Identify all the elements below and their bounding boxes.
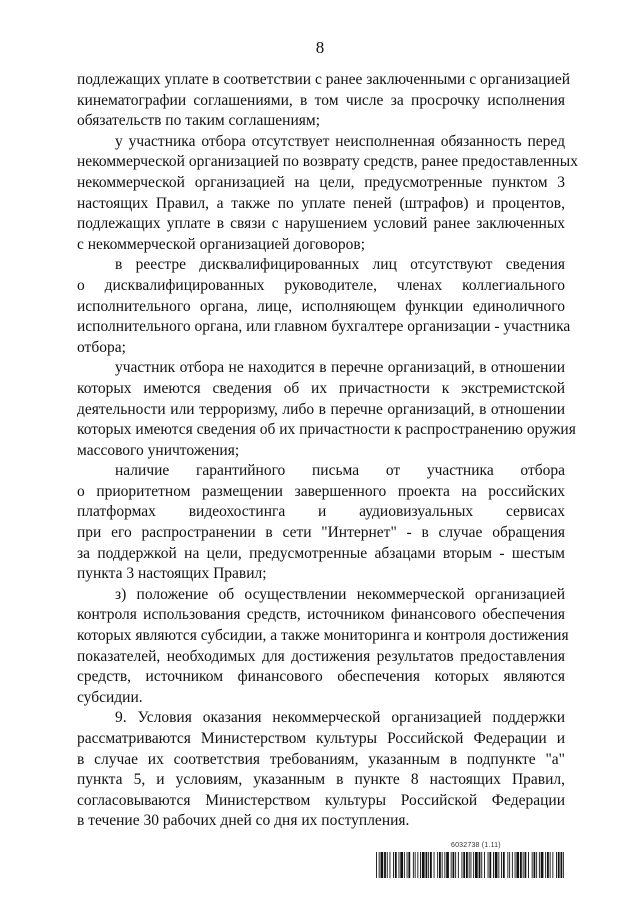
paragraph-line: у участника отбора отсутствует неисполненная обязанность перед: [115, 132, 565, 150]
paragraph-line: некоммерческой организацией на цели, предусмотренные пунктом 3: [77, 173, 565, 191]
paragraph: [77, 255, 571, 358]
paragraph-line: кинематографии соглашениями, в том числе за просрочку исполнения: [77, 91, 565, 109]
paragraph-line: 9. Условия оказания некоммерческой организацией поддержки: [115, 709, 565, 727]
paragraph-line: настоящих Правил, а также по уплате пеней (штрафов) и процентов,: [77, 194, 565, 212]
paragraph-line: деятельности или терроризму, либо в перечне организаций, в отношении: [77, 400, 565, 418]
paragraph-line: подлежащих уплате в соответствии с ранее заключенными с организацией: [77, 71, 571, 88]
paragraph-line: о приоритетном размещении завершенного проекта на российских: [77, 482, 565, 500]
paragraph: [77, 358, 576, 461]
paragraph-line: исполнительного органа, или главном бухгалтере организации - участника: [77, 318, 571, 336]
paragraph-line: пункта 5, и условиям, указанным в пункте 8 настоящих Правил,: [77, 771, 565, 789]
paragraph-line: наличие гарантийного письма от участника отбора: [115, 462, 565, 480]
paragraph-line: при его распространении в сети "Интернет" - в случае обращения: [77, 524, 565, 542]
paragraph-line: платформах видеохостинга и аудиовизуальных сервисах: [77, 503, 565, 521]
paragraph-line: в реестре дисквалифицированных лиц отсутствуют сведения: [115, 256, 565, 274]
paragraph: [77, 70, 571, 132]
paragraph-line: в течение 30 рабочих дней со дня их поступления.: [77, 812, 410, 830]
paragraph-line: подлежащих уплате в связи с нарушением условий ранее заключенных: [77, 215, 565, 233]
paragraph-line: отбора;: [77, 338, 126, 356]
paragraph-line: с некоммерческой организацией договоров;: [77, 235, 366, 253]
paragraph-line: которых имеются сведения об их причастности к распространению оружия: [77, 421, 576, 439]
paragraph-line: исполнительного органа, лице, исполняющем функции единоличного: [77, 297, 565, 315]
paragraph: [77, 585, 569, 709]
paragraph-line: массового уничтожения;: [77, 441, 240, 459]
paragraph-line: согласовываются Министерством культуры Российской Федерации: [77, 791, 565, 809]
paragraph-line: контроля использования средств, источником финансового обеспечения: [77, 606, 565, 624]
paragraph-line: за поддержкой на цели, предусмотренные абзацами вторым - шестым: [77, 544, 565, 562]
paragraph-line: субсидии.: [77, 688, 143, 706]
paragraph: [77, 708, 565, 832]
paragraph-line: показателей, необходимых для достижения результатов предоставления: [77, 647, 565, 665]
paragraph-line: участник отбора не находится в перечне организаций, в отношении: [115, 359, 565, 377]
paragraph-line: средств, источником финансового обеспечения которых являются: [77, 668, 565, 686]
paragraph: [77, 461, 565, 585]
paragraph-line: пункта 3 настоящих Правил;: [77, 565, 267, 583]
paragraph-line: которых имеются сведения об их причастности к экстремистской: [77, 379, 565, 397]
barcode-image: [376, 852, 564, 878]
paragraph: [77, 132, 578, 256]
paragraph-line: обязательств по таким соглашениям;: [77, 112, 321, 130]
document-body: [77, 70, 578, 832]
paragraph-line: которых являются субсидии, а также мониторинга и контроля достижения: [77, 627, 569, 645]
paragraph-line: рассматриваются Министерством культуры Российской Федерации и: [77, 730, 565, 747]
paragraph-line: з) положение об осуществлении некоммерческой организацией: [115, 585, 565, 603]
paragraph-line: некоммерческой организацией по возврату средств, ранее предоставленных: [77, 153, 578, 171]
paragraph-line: в случае их соответствия требованиям, указанным в подпункте "а": [77, 750, 565, 768]
page-number: 8: [315, 38, 325, 57]
document-code: 6032738 (1.11): [451, 842, 501, 849]
paragraph-line: о дисквалифицированных руководителе, членах коллегиального: [77, 276, 565, 294]
